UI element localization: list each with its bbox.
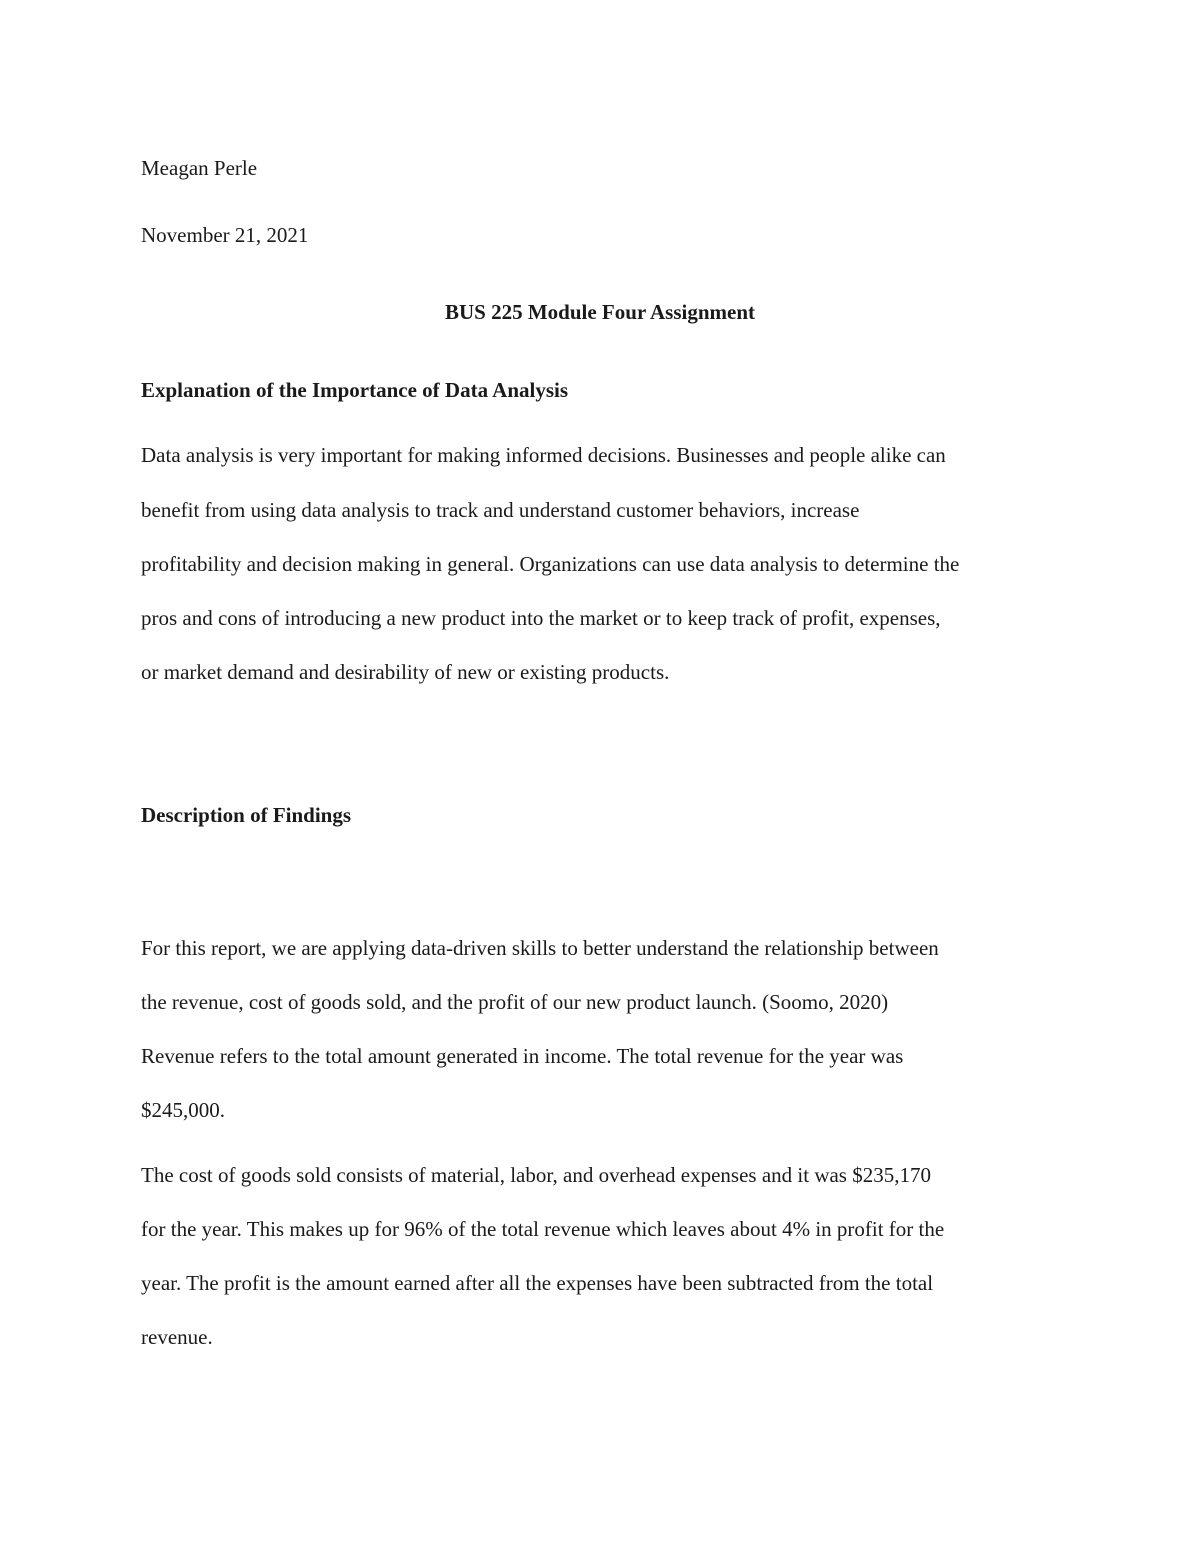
document-date: November 21, 2021 (141, 223, 309, 247)
author-name: Meagan Perle (141, 156, 258, 180)
section-heading-findings: Description of Findings (141, 803, 352, 827)
paragraph-line: benefit from using data analysis to track and understand customer behaviors, increase (141, 498, 860, 522)
paragraph-line: profitability and decision making in general. Organizations can use data analysis to determine the (141, 552, 960, 576)
section-heading-importance: Explanation of the Importance of Data Analysis (141, 378, 569, 402)
document-title: BUS 225 Module Four Assignment (445, 300, 755, 324)
paragraph-line: revenue. (141, 1325, 213, 1349)
paragraph-line: for the year. This makes up for 96% of the total revenue which leaves about 4% in profit for the (141, 1217, 945, 1241)
paragraph-line: The cost of goods sold consists of material, labor, and overhead expenses and it was $235,170 (141, 1163, 931, 1187)
paragraph-line: Revenue refers to the total amount generated in income. The total revenue for the year was (141, 1044, 904, 1068)
paragraph-line: or market demand and desirability of new or existing products. (141, 660, 670, 684)
paragraph-line: Data analysis is very important for making informed decisions. Businesses and people alike can (141, 443, 946, 467)
paragraph-line: pros and cons of introducing a new product into the market or to keep track of profit, expenses, (141, 606, 941, 630)
paragraph-line: the revenue, cost of goods sold, and the profit of our new product launch. (Soomo, 2020) (141, 990, 889, 1014)
paragraph-line: $245,000. (141, 1098, 225, 1122)
paragraph-line: For this report, we are applying data-driven skills to better understand the relationship between (141, 936, 939, 960)
paragraph-line: year. The profit is the amount earned after all the expenses have been subtracted from the total (141, 1271, 934, 1295)
